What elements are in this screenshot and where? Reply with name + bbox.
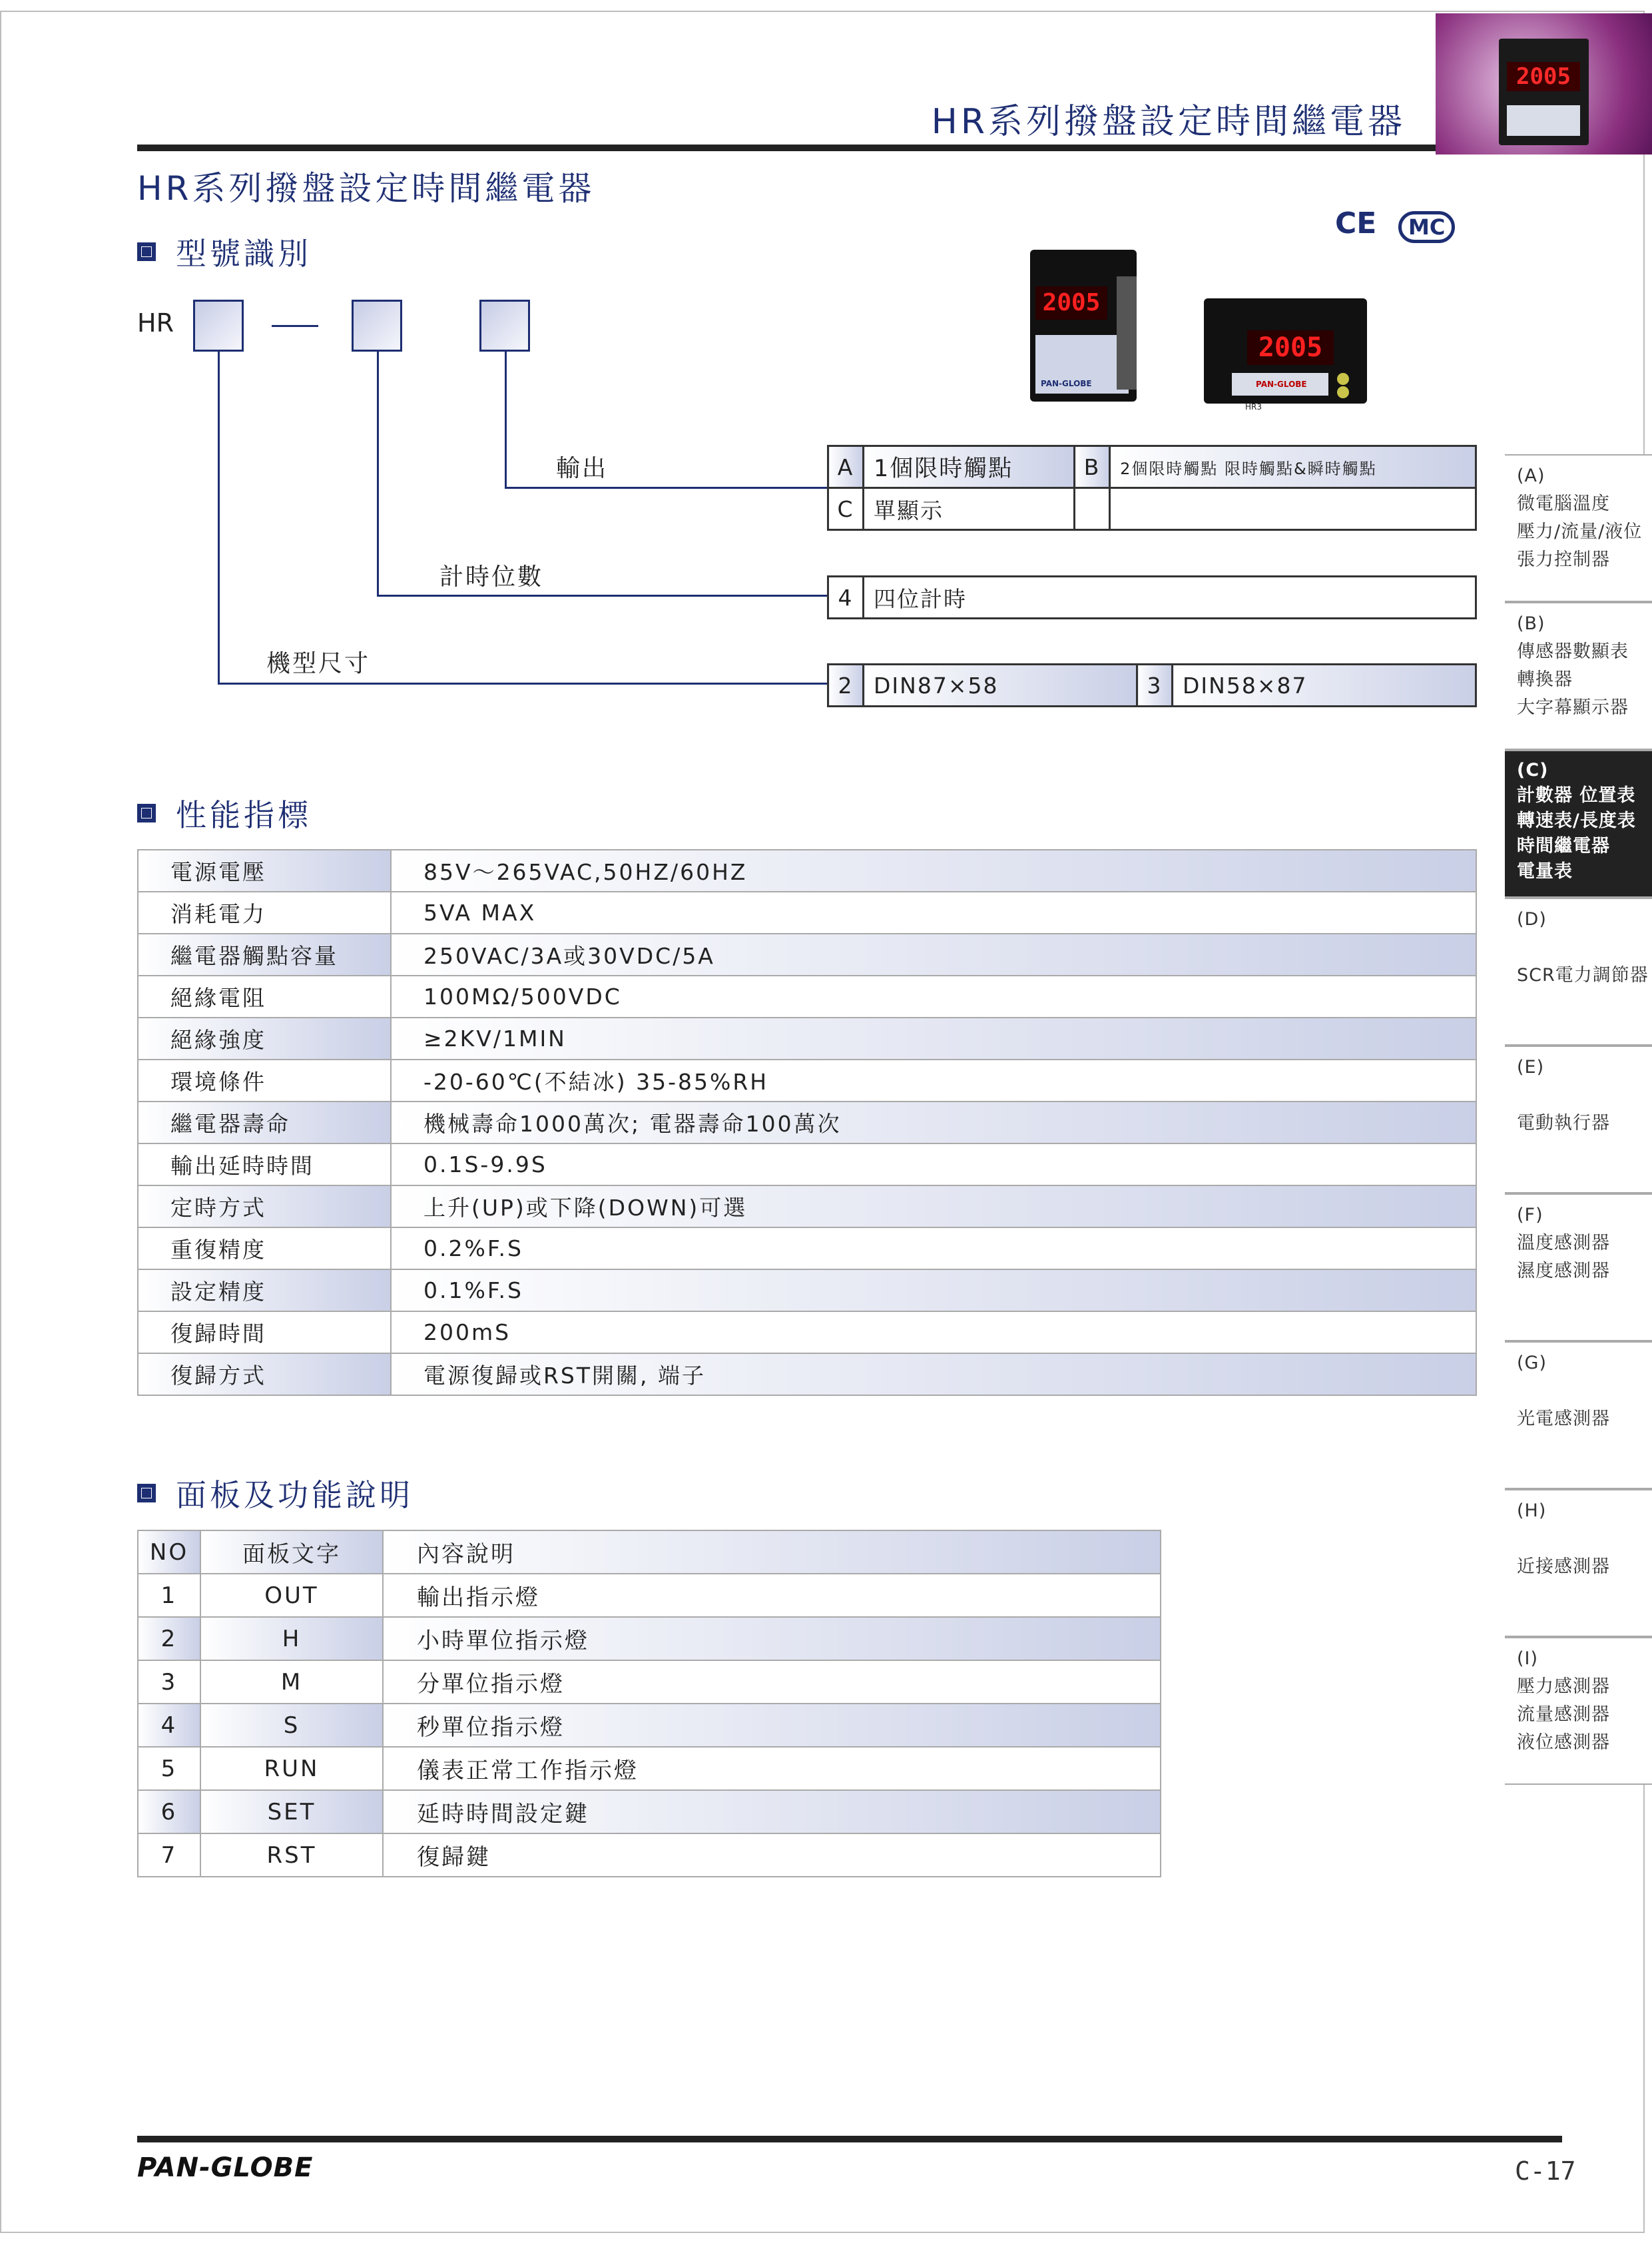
sidebar-code: (F) xyxy=(1517,1205,1543,1225)
led-display: 2005 xyxy=(1247,330,1334,365)
bullet-square-icon xyxy=(137,1484,156,1502)
sidebar-code: (E) xyxy=(1517,1057,1545,1078)
sidebar-item-a[interactable]: (A) 微電腦溫度 壓力/流量/液位 張力控制器 xyxy=(1505,454,1652,602)
sidebar-code: (D) xyxy=(1517,909,1547,930)
table-row xyxy=(138,1185,1476,1227)
model-code-box-output xyxy=(479,300,530,352)
spec-value: 85V～265VAC,50HZ/60HZ xyxy=(391,850,1476,892)
table-row xyxy=(138,1269,1476,1311)
row-no: 7 xyxy=(138,1833,200,1877)
spec-label: 環境條件 xyxy=(138,1060,391,1102)
row-desc: 秒單位指示燈 xyxy=(383,1704,1161,1747)
sidebar-code: (B) xyxy=(1517,613,1545,634)
row-desc: 小時單位指示燈 xyxy=(383,1617,1161,1660)
sidebar-item-g[interactable]: (G) 光電感測器 xyxy=(1505,1341,1652,1489)
sidebar-item-d[interactable]: (D) SCR電力調節器 xyxy=(1505,898,1652,1046)
spec-value: -20-60℃(不結冰) 35-85%RH xyxy=(391,1060,1476,1102)
panel-section-heading xyxy=(137,1471,413,1515)
row-panel-text: M xyxy=(200,1660,383,1704)
table-row xyxy=(138,1617,1161,1660)
table-row xyxy=(138,1311,1476,1353)
spec-label: 繼電器觸點容量 xyxy=(138,934,391,976)
connector-size-v xyxy=(218,352,220,685)
row-no: 5 xyxy=(138,1747,200,1790)
spec-label: 輸出延時時間 xyxy=(138,1143,391,1185)
specs-section-heading xyxy=(137,791,312,835)
option-desc: DIN58×87 xyxy=(1173,665,1476,707)
output-label: 輸出 xyxy=(556,455,609,482)
table-row xyxy=(138,1143,1476,1185)
row-no: 6 xyxy=(138,1790,200,1833)
table-row xyxy=(828,488,1476,530)
spec-value: 0.2%F.S xyxy=(391,1227,1476,1269)
row-panel-text: H xyxy=(200,1617,383,1660)
size-options-table xyxy=(827,663,1477,707)
spec-value: 電源復歸或RST開關, 端子 xyxy=(391,1353,1476,1395)
spec-value: 上升(UP)或下降(DOWN)可選 xyxy=(391,1185,1476,1227)
spec-value: 200mS xyxy=(391,1311,1476,1353)
specs-table xyxy=(137,849,1477,1396)
bullet-square-icon xyxy=(137,242,156,261)
table-row xyxy=(138,934,1476,976)
sidebar-item-f[interactable]: (F) 溫度感測器 濕度感測器 xyxy=(1505,1193,1652,1341)
spec-value: 機械壽命1000萬次; 電器壽命100萬次 xyxy=(391,1102,1476,1143)
option-desc: 1個限時觸點 xyxy=(864,446,1075,488)
header-no: NO xyxy=(138,1530,200,1574)
row-desc: 復歸鍵 xyxy=(383,1833,1161,1877)
model-code-box-size xyxy=(193,300,244,352)
connector-size-h xyxy=(218,683,827,685)
table-row xyxy=(138,1747,1161,1790)
table-row xyxy=(138,892,1476,934)
row-panel-text: OUT xyxy=(200,1574,383,1617)
spec-value: 0.1S-9.9S xyxy=(391,1143,1476,1185)
output-options-table xyxy=(827,445,1477,531)
table-row xyxy=(138,1574,1161,1617)
connector-output-h xyxy=(505,487,827,489)
panel-section-title: 面板及功能說明 xyxy=(176,1477,413,1513)
bullet-square-icon xyxy=(137,804,156,822)
spec-label: 電源電壓 xyxy=(138,850,391,892)
model-code-box-digits xyxy=(352,300,402,352)
table-row xyxy=(138,1660,1161,1704)
model-prefix: HR xyxy=(137,308,174,338)
row-panel-text: RUN xyxy=(200,1747,383,1790)
row-desc: 輸出指示燈 xyxy=(383,1574,1161,1617)
sidebar-item-b[interactable]: (B) 傳感器數顯表 轉換器 大字幕顯示器 xyxy=(1505,602,1652,750)
spec-value: 250VAC/3A或30VDC/5A xyxy=(391,934,1476,976)
footer-logo: PAN-GLOBE xyxy=(137,2152,314,2183)
sidebar-item-h[interactable]: (H) 近接感測器 xyxy=(1505,1489,1652,1637)
sidebar-item-i[interactable]: (I) 壓力感測器 流量感測器 液位感測器 xyxy=(1505,1637,1652,1785)
table-row xyxy=(828,446,1476,488)
spec-value: ≥2KV/1MIN xyxy=(391,1018,1476,1060)
led-display: 2005 xyxy=(1035,286,1107,320)
mc-mark: MC xyxy=(1398,211,1455,243)
row-panel-text: SET xyxy=(200,1790,383,1833)
specs-section-title: 性能指標 xyxy=(176,797,312,833)
table-row xyxy=(138,1704,1161,1747)
option-code: 3 xyxy=(1137,665,1173,707)
footer-rule xyxy=(137,2136,1562,2142)
row-panel-text: RST xyxy=(200,1833,383,1877)
spec-label: 定時方式 xyxy=(138,1185,391,1227)
model-section-title: 型號識別 xyxy=(176,236,312,272)
name-plate: PAN-GLOBE HR3 xyxy=(1232,373,1328,396)
digit-options-table xyxy=(827,575,1477,619)
row-desc: 儀表正常工作指示燈 xyxy=(383,1747,1161,1790)
sidebar-code: (C) xyxy=(1517,760,1549,781)
table-row xyxy=(138,850,1476,892)
spec-value: 100MΩ/500VDC xyxy=(391,976,1476,1018)
option-code: C xyxy=(828,488,864,530)
table-row xyxy=(828,665,1476,707)
model-section-heading xyxy=(137,230,312,274)
option-desc: DIN87×58 xyxy=(864,665,1137,707)
option-code xyxy=(1075,488,1110,530)
table-row xyxy=(138,1018,1476,1060)
dial-panel: PAN-GLOBE xyxy=(1035,335,1129,394)
option-code: B xyxy=(1075,446,1110,488)
table-row xyxy=(138,1833,1161,1877)
table-row xyxy=(138,1227,1476,1269)
sidebar-item-e[interactable]: (E) 電動執行器 xyxy=(1505,1046,1652,1193)
model-dash xyxy=(272,325,318,327)
row-no: 4 xyxy=(138,1704,200,1747)
header-rule xyxy=(137,145,1496,151)
spec-label: 設定精度 xyxy=(138,1269,391,1311)
size-label: 機型尺寸 xyxy=(266,650,371,677)
option-desc: 2個限時觸點 限時觸點&瞬時觸點 xyxy=(1110,446,1476,488)
spec-label: 繼電器壽命 xyxy=(138,1102,391,1143)
option-desc: 四位計時 xyxy=(864,577,1476,619)
option-code: A xyxy=(828,446,864,488)
option-code: 2 xyxy=(828,665,864,707)
spec-label: 絕緣電阻 xyxy=(138,976,391,1018)
row-no: 1 xyxy=(138,1574,200,1617)
product-image-vertical xyxy=(1030,250,1137,402)
sidebar-code: (G) xyxy=(1517,1353,1547,1373)
sidebar-item-c[interactable]: (C) 計數器 位置表 轉速表/長度表 時間繼電器 電量表 xyxy=(1505,750,1652,898)
spec-label: 消耗電力 xyxy=(138,892,391,934)
header-product-photo: 2005 xyxy=(1436,13,1652,155)
page-title: HR系列撥盤設定時間繼電器 xyxy=(137,169,595,208)
spec-label: 絕緣強度 xyxy=(138,1018,391,1060)
product-image-horizontal xyxy=(1204,298,1367,412)
sidebar-code: (H) xyxy=(1517,1500,1547,1521)
sidebar-code: (A) xyxy=(1517,466,1545,486)
header-desc: 內容說明 xyxy=(383,1530,1161,1574)
ce-mark: CE xyxy=(1335,206,1377,240)
row-desc: 延時時間設定鍵 xyxy=(383,1790,1161,1833)
table-header-row xyxy=(138,1530,1161,1574)
spec-label: 復歸方式 xyxy=(138,1353,391,1395)
connector-digits-h xyxy=(377,595,827,597)
row-desc: 分單位指示燈 xyxy=(383,1660,1161,1704)
table-row xyxy=(138,1790,1161,1833)
connector-output-v xyxy=(505,352,507,488)
digits-label: 計時位數 xyxy=(439,563,544,591)
table-row xyxy=(138,1353,1476,1395)
row-no: 2 xyxy=(138,1617,200,1660)
spec-label: 重復精度 xyxy=(138,1227,391,1269)
spec-value: 0.1%F.S xyxy=(391,1269,1476,1311)
row-panel-text: S xyxy=(200,1704,383,1747)
table-row xyxy=(138,1060,1476,1102)
connector-digits-v xyxy=(377,352,379,596)
row-no: 3 xyxy=(138,1660,200,1704)
spec-value: 5VA MAX xyxy=(391,892,1476,934)
header-title: HR系列撥盤設定時間繼電器 xyxy=(931,102,1406,142)
spec-label: 復歸時間 xyxy=(138,1311,391,1353)
option-desc: 單顯示 xyxy=(864,488,1075,530)
table-row xyxy=(138,1102,1476,1143)
table-row xyxy=(138,976,1476,1018)
sidebar-code: (I) xyxy=(1517,1648,1539,1669)
panel-table xyxy=(137,1530,1161,1877)
option-code: 4 xyxy=(828,577,864,619)
option-desc xyxy=(1110,488,1476,530)
header-panel-text: 面板文字 xyxy=(200,1530,383,1574)
page-number: C-17 xyxy=(1515,2156,1576,2186)
table-row xyxy=(828,577,1476,619)
